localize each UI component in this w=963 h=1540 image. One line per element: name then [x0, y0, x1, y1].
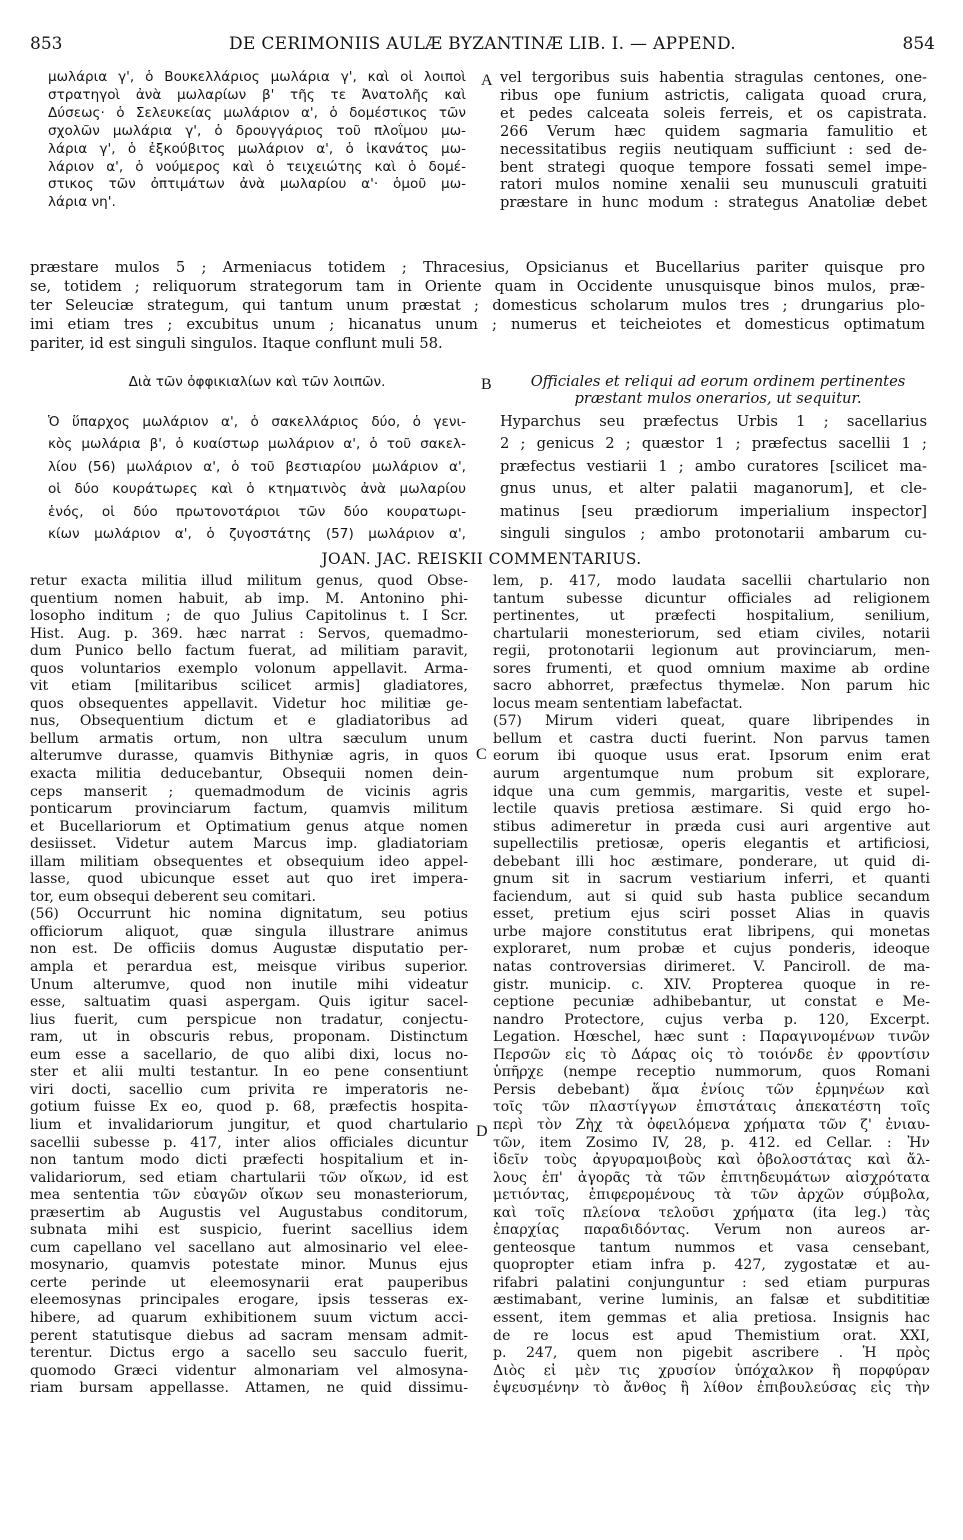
commentary-line: aurum argentumque num probum sit explorare, [493, 766, 930, 783]
commentary-line: perent statutisque diebus ad sacram mensam admit- [30, 1327, 468, 1344]
commentary-line: æstimabant, verine luminis, an falsæ et subdititiæ [493, 1292, 930, 1309]
commentary-line: ἐψευσμένην τὸ ἄνθος ἢ λίθον ἐπιβουλεύσας εἰς τὴν [493, 1380, 930, 1397]
latin-text-line: Hyparchus seu præfectus Urbis 1 ; sacellarius [500, 413, 927, 430]
commentary-line: (57) Mirum videri queat, quare libripendes in [493, 713, 930, 730]
commentary-column-left [30, 573, 468, 1398]
margin-marker-d: D [476, 1123, 488, 1140]
commentary-line: Περσῶν εἰς τὸ Δάρας οἷς τὸ τοιόνδε ἐν φροντίσιν [493, 1046, 930, 1063]
latin-text-line: vel tergoribus suis habentia stragulas centones, one- [500, 69, 927, 86]
commentary-line: validariorum, sed etiam chartularii τῶν οἴκων, id est [30, 1169, 468, 1186]
commentary-title: JOAN. JAC. REISKII COMMENTARIUS. [321, 550, 642, 568]
commentary-line: bellum et castra ducti fuerint. Non parvus tamen [493, 730, 930, 747]
greek-text-line: στρατηγοὶ ἀνὰ μωλαρίων β' τῆς τε Ἀνατολῆς καὶ [48, 86, 466, 103]
commentary-line: præsertim ab Augustis vel Augustabus conditorum, [30, 1204, 468, 1221]
greek-text-line: λίου (56) μωλάριον α', ὁ τοῦ βεστιαρίου μωλάριον α', [48, 458, 466, 475]
commentary-line: Hist. Aug. p. 369. hæc narrat : Servos, quemadmo- [30, 625, 468, 642]
commentary-line: pertinentes, ut præfecti hospitalium, senilium, [493, 608, 930, 625]
commentary-line: subnata mihi est suspicio, fuerint sacellius idem [30, 1222, 468, 1239]
latin-text-line: 266 Verum hæc quidem sagmaria famulitio et [500, 122, 927, 140]
commentary-line: eleemosynas principales erogare, ipsis tesseras ex- [30, 1292, 468, 1309]
commentary-line: locus meam sententiam labefactat. [493, 695, 743, 712]
greek-text-line: λάρια νη'. [48, 194, 116, 211]
commentary-line: vit etiam [militaribus scilicet armis] gladiatores, [30, 678, 468, 695]
commentary-line: τοῖς τῶν πλαστίγγων ἐπιστάταις ἀπεκατέστη τοῖς [493, 1099, 930, 1116]
page-header [30, 34, 935, 58]
latin-text-line: et pedes calceata soleis ferreis, et os capistrata. [500, 104, 927, 122]
commentary-line: ram, ut in obscuris rebus, proponam. Distinctum [30, 1029, 468, 1046]
commentary-line: genteosque tantum nummos et vasa censebant, [493, 1239, 930, 1256]
margin-marker-b: B [481, 376, 492, 393]
commentary-line: Legation. Hœschel, hæc sunt : Παραγινομένων τινῶν [493, 1029, 930, 1046]
greek-text-line: στικος τῶν ὀπτιμάτων ἀνὰ μωλαρίου α'· ὁμοῦ μω- [48, 176, 466, 193]
paragraph-line: præstare mulos 5 ; Armeniacus totidem ; Thracesius, Opsicianus et Bucellarius pariter quisque pro [30, 259, 925, 276]
commentary-line: περὶ τὸν Ζὴχ τὰ ὀφειλόμενα χρήματα τῶν ζ' ἐνιαυ- [493, 1116, 930, 1133]
latin-text-line: gnus unus, et alter palatii maganorum], et cle- [500, 480, 927, 498]
commentary-line: quos obsequentes appellavit. Videtur hoc militiæ ge- [30, 695, 468, 712]
commentary-line: sacro abhorret, præfectus thymelæ. Non parum hic [493, 678, 930, 695]
commentary-line: faciendum, aut si quid sub hasta publice secandum [493, 888, 930, 905]
commentary-line: eorum ibi quoque usus erat. Ipsorum enim erat [493, 748, 930, 765]
commentary-line: Unum alterumve, quod non inutile mihi videatur [30, 976, 468, 993]
commentary-line: lasse, quod ubicunque esset aut quo iret impera- [30, 871, 468, 888]
latin-text-line: ribus ope funium astrictis, caligata quoad crura, [500, 86, 927, 104]
commentary-line: quentium nomen habuit, ab imp. M. Antonino phi- [30, 590, 468, 607]
latin-text-line: ratori mulos nomine xenalii seu munusculi gratuiti [500, 176, 927, 194]
latin-column-middle [500, 411, 927, 545]
commentary-line: καὶ τοῖς πλείονα τελοῦσι χρήματα (ita leg.) τὰς [493, 1204, 930, 1221]
commentary-line: τῶν, item Zosimo IV, 28, p. 412. ed Cellar. : Ἦν [493, 1134, 930, 1151]
commentary-line: nandro Protectore, cujus verba p. 120, Excerpt. [493, 1011, 930, 1028]
commentary-line: esset, pretium ejus sciri posset Alias in quavis [493, 906, 930, 923]
commentary-line: esse, saltuatim quasi aspergam. Quis igitur sacel- [30, 994, 468, 1011]
latin-text-line: singuli singulos ; ambo protonotarii ambarum cu- [500, 525, 927, 543]
running-title: DE CERIMONIIS AULÆ BYZANTINÆ LIB. I. — APPEND. [228, 34, 736, 54]
commentary-line: bellum armatis ortum, non ultra sæculum unum [30, 730, 468, 747]
commentary-line: exploraret, num probæ et cujus ponderis, ideoque [493, 941, 930, 958]
commentary-line: regii, protonotarii legionum aut provinciarum, men- [493, 643, 930, 660]
commentary-line: certe perinde ut eleemosynarii erat pauperibus [30, 1274, 468, 1291]
latin-text-line: 2 ; genicus 2 ; quæstor 1 ; præfectus sacellii 1 ; [500, 435, 927, 453]
paragraph-line: pariter, id est singuli singulos. Itaque conflunt muli 58. [30, 335, 443, 352]
greek-text-line: σχολῶν μωλάρια γ', ὁ δρουγγάριος τοῦ πλοΐμου μω- [48, 122, 466, 139]
commentary-line: stibus adimeretur in præda cusi auri argentive aut [493, 818, 930, 835]
greek-section-title: Διὰ τῶν ὀφφικιαλίων καὶ τῶν λοιπῶν. [128, 374, 386, 390]
commentary-line: losopho inditum ; de quo Julius Capitolinus t. I Scr. [30, 608, 468, 625]
commentary-line: terentur. Dictus ergo a sacello seu sacculo fuerit, [30, 1345, 468, 1362]
commentary-column-right [493, 573, 930, 1398]
page-number-left: 853 [30, 34, 63, 54]
page-number-right: 854 [902, 34, 935, 54]
full-width-paragraph [30, 258, 925, 353]
commentary-line: ster et alii multi testantur. In eo pene consentiunt [30, 1064, 468, 1081]
latin-title-line: Officiales et reliqui ad eorum ordinem pertinentes [530, 373, 906, 390]
margin-marker-c: C [476, 746, 487, 763]
latin-text-line: necessitatibus regiis neutiquam sufficiunt : sed de- [500, 140, 927, 158]
latin-column-top [500, 69, 927, 212]
commentary-line: p. 247, quem non pigebit ascribere . Ἡ πρὸς [493, 1345, 930, 1362]
commentary-line: Διὸς εἰ μὲν τις χρυσίον ὑπόχαλκον ἢ πορφύραν [493, 1362, 930, 1379]
commentary-line: exacta militia deducebantur, Obsequii nomen dein- [30, 766, 468, 783]
greek-text-line: ἑνός, οἱ δύο πρωτονοτάριοι τῶν δύο κουρατωρι- [48, 503, 466, 520]
commentary-line: ampla et perardua est, meisque viribus superior. [30, 959, 468, 976]
greek-text-line: οἱ δύο κουράτωρες καὶ ὁ κτηματινὸς ἀνὰ μωλαρίου [48, 481, 466, 498]
greek-text-line: Δύσεως· ὁ Σελευκείας μωλάριον α', ὁ δομέστικος τῶν [48, 104, 466, 121]
commentary-line: ἐπαρχίας παραδιδόντας. Verum non aureos ar- [493, 1222, 930, 1239]
greek-text-line: μωλάρια γ', ὁ Βουκελλάριος μωλάρια γ', καὶ οἱ λοιποὶ [48, 69, 466, 85]
commentary-line: de re locus est apud Themistium orat. XXI, [493, 1327, 930, 1344]
commentary-line: viri docti, sacellio cum privita re imperatoris ne- [30, 1081, 468, 1098]
greek-text-line: λάριον α', ὁ νούμερος καὶ ὁ τειχειώτης καὶ ὁ δομέ- [48, 158, 466, 175]
commentary-line: debebant illi hoc æstimare, ponderare, ut quid di- [493, 853, 930, 870]
commentary-line: quopropter etiam infra p. 427, zygostatæ et au- [493, 1257, 930, 1274]
commentary-line: lectile quavis pretiosa æstimare. Si quid ergo ho- [493, 801, 930, 818]
latin-text-line: bent strategi quoque tempore fossati semel impe- [500, 158, 927, 176]
commentary-line: hibere, ad quarum exhibitionem suum victum acci- [30, 1309, 468, 1326]
commentary-line: desiisset. Videtur autem Marcus imp. gladiatoriam [30, 836, 468, 853]
commentary-line: illam militiam obsequentes et obsequium ideo appel- [30, 853, 468, 870]
commentary-line: tantum subesse dicuntur officiales ad religionem [493, 590, 930, 607]
commentary-line: dum Punico bello factum fuerat, ad militiam paravit, [30, 643, 468, 660]
commentary-line: Persis debebant) ἅμα ἐνίοις τῶν ἑρμηνέων καὶ [493, 1081, 930, 1098]
latin-section-title [508, 373, 928, 407]
commentary-line: ὑπῆρχε (nempe receptio nummorum, quos Romani [493, 1064, 930, 1081]
commentary-line: eum esse a sacellario, de quo alibi dixi, locus no- [30, 1046, 468, 1063]
commentary-line: lem, p. 417, modo laudata sacellii chartulario non [493, 573, 930, 589]
latin-text-line: matinus [seu prædiorum imperialium inspector] [500, 502, 927, 520]
commentary-line: quos voluntarios exemplo volonum appellavit. Arma- [30, 660, 468, 677]
commentary-line: nus, Obsequentium dictum et e gladiatoribus ad [30, 713, 468, 730]
paragraph-line: se, totidem ; reliquorum strategorum tam in Oriente quam in Occidente unusquisque binos mulos, præ- [30, 278, 925, 295]
commentary-line: essent, item gemmas et alia pretiosa. Insignis hac [493, 1309, 930, 1326]
greek-text-line: κὸς μωλάρια β', ὁ κυαίστωρ μωλάριον α', ὁ τοῦ σακελ- [48, 436, 466, 453]
greek-text-line: Ὁ ὕπαρχος μωλάριον α', ὁ σακελλάριος δύο, ὁ γενι- [48, 414, 466, 430]
commentary-line: lius fuerit, cum perspicue non tradatur, conjectu- [30, 1011, 468, 1028]
latin-text-line: præstare in hunc modum : strategus Anatoliæ debet [500, 194, 927, 212]
commentary-line: rifabri palatini conjunguntur : sed etiam purpuras [493, 1274, 930, 1291]
commentary-line: ceps manserit ; quemadmodum de vicinis agris [30, 783, 468, 800]
commentary-line: supellectilis pretiosæ, operis elegantis et artificiosi, [493, 836, 930, 853]
commentary-line: riam bursam appellasse. Attamen, ne quid dissimu- [30, 1380, 468, 1397]
greek-text-line: λάρια γ', ὁ ἐξκούβιτος μωλάριον α', ὁ ἱκανάτος μω- [48, 140, 466, 157]
paragraph-line: ter Seleuciæ strategum, qui tantum unum præstat ; domesticus scholarum mulos tres ; drungarius plo- [30, 297, 925, 314]
greek-column-top [48, 69, 466, 212]
commentary-line: alterumve durasse, quamvis Bithyniæ agris, in quos [30, 748, 468, 765]
commentary-line: mea sententia τῶν εὐαγῶν οἴκων seu monasteriorum, [30, 1187, 468, 1204]
commentary-line: cum capellano vel sacellano aut almosinario vel elee- [30, 1239, 468, 1256]
commentary-line: μετιόντας, ἐπιφερομένους τὰ τῶν ἀρχῶν σύμβολα, [493, 1187, 930, 1204]
commentary-line: idque una cum gemmis, margaritis, veste et supel- [493, 783, 930, 800]
commentary-line: gotium fuisse Ex eo, quod p. 68, præfectis hospita- [30, 1099, 468, 1116]
paragraph-line: imi etiam tres ; excubitus unum ; hicanatus unum ; numerus et teicheiotes et domesticus optimatum [30, 316, 925, 333]
latin-title-line: præstant mulos onerarios, ut sequitur. [574, 390, 862, 407]
commentary-line: et Bucellariorum et Optimatium genus atque nomen [30, 818, 468, 835]
commentary-line: ceptione pecuniæ adhibebantur, ut constat e Me- [493, 994, 930, 1011]
commentary-line: λους ἐπ' ἀγορᾶς τὰ τῶν ἐπιτηδευμάτων αἰσχρότατα [493, 1169, 930, 1186]
greek-column-middle [48, 411, 466, 545]
commentary-line: sacellii subesse p. 417, inter alios officiales dicuntur [30, 1134, 468, 1151]
greek-text-line: κίων μωλάριον α', ὁ ζυγοστάτης (57) μωλάριον α', [48, 526, 466, 543]
margin-marker-a: A [481, 72, 493, 89]
commentary-line: quomodo Græci videntur almonariam vel almosyna- [30, 1362, 468, 1379]
commentary-line: mosynario, quamvis potestate minor. Munus ejus [30, 1257, 468, 1274]
latin-text-line: præfectus vestiarii 1 ; ambo curatores [scilicet ma- [500, 457, 927, 475]
commentary-line: lium et invalidariorum jungitur, et quod chartulario [30, 1116, 468, 1133]
commentary-line: ἰδεῖν τοὺς ἀργυραμοιβοὺς καὶ ὀβολοστάτας καὶ ἄλ- [493, 1152, 930, 1169]
commentary-line: chartularii monesteriorum, sed etiam civiles, notarii [493, 625, 930, 642]
commentary-line: retur exacta militia illud militum genus, quod Obse- [30, 573, 468, 589]
commentary-line: (56) Occurrunt hic nomina dignitatum, seu potius [30, 906, 468, 923]
commentary-line: gnum sit in sacrum vestiarium inferri, et quanti [493, 871, 930, 888]
commentary-line: natas controversias dirimeret. V. Panciroll. de ma- [493, 959, 930, 976]
commentary-line: gistr. municip. c. XIV. Propterea quoque in re- [493, 976, 930, 993]
commentary-line: officiorum aliquot, quæ singula illustrare animus [30, 923, 468, 940]
commentary-line: ponticarum provinciarum factum, quamvis militum [30, 801, 468, 818]
commentary-line: non est. De officiis domus Augustæ disputatio per- [30, 941, 468, 958]
commentary-line: sores frumenti, et quod omnium maxime ab ordine [493, 660, 930, 677]
commentary-line: tor, eum obsequi deberent seu comitari. [30, 888, 316, 905]
commentary-line: non tantum modo dicti præfecti hospitalium et in- [30, 1152, 468, 1169]
commentary-line: urbe majore constitutus erat libripens, qui monetas [493, 923, 930, 940]
